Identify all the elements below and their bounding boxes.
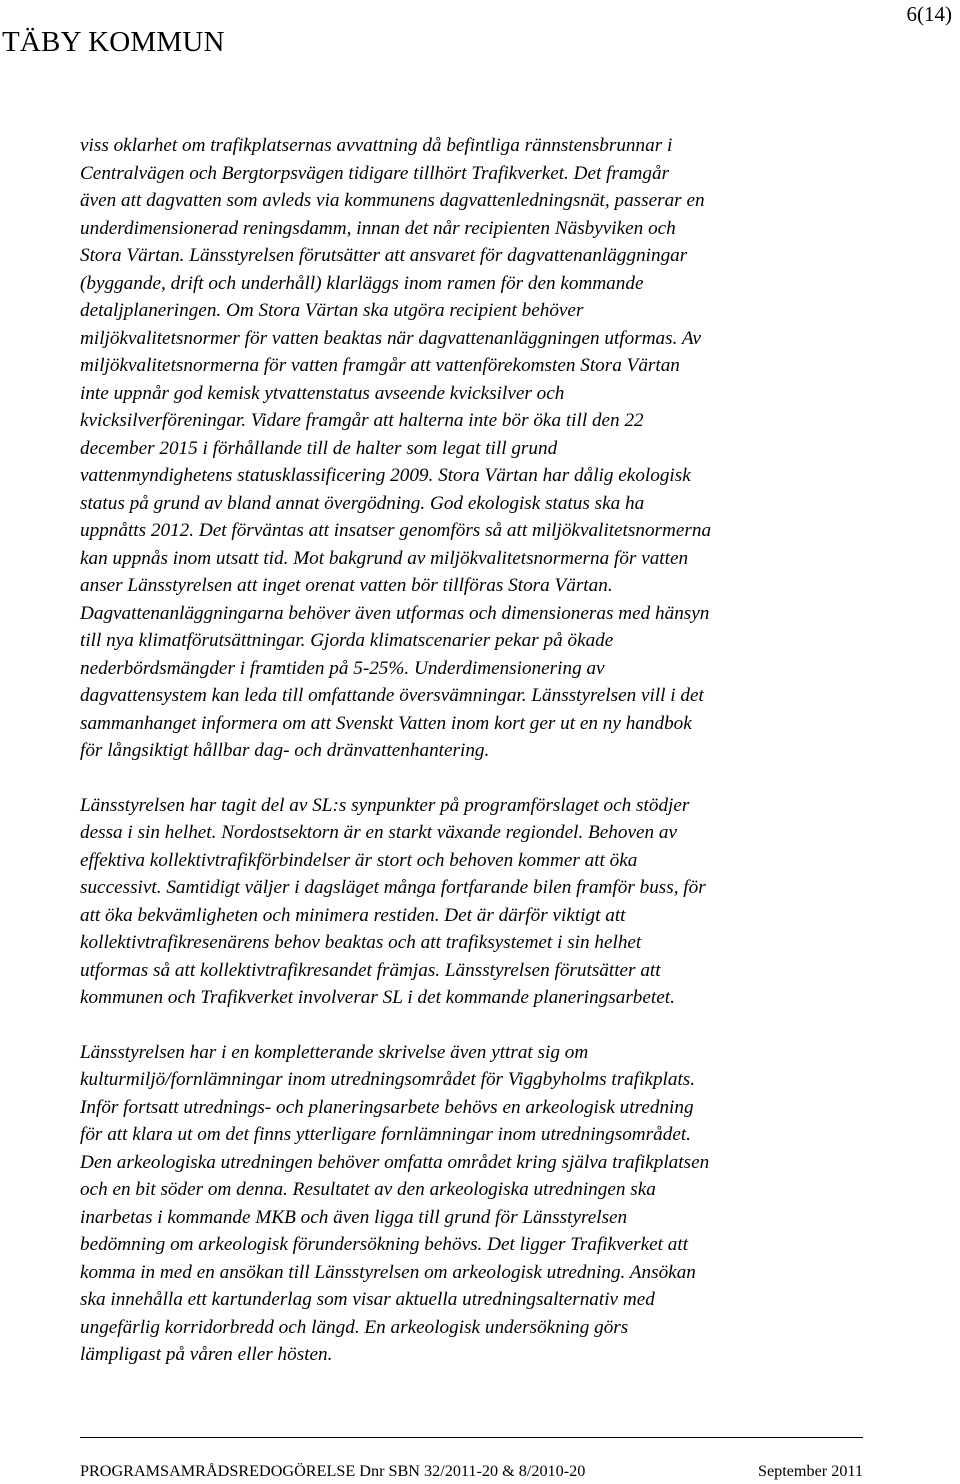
text-line: miljökvalitetsnormerna för vatten framgår att vattenförekomsten Stora Värtan: [80, 355, 680, 376]
text-line: dessa i sin helhet. Nordostsektorn är en starkt växande regiondel. Behoven av: [80, 822, 678, 843]
text-line: ska innehålla ett kartunderlag som visar aktuella utredningsalternativ med: [80, 1289, 655, 1310]
text-line: och en bit söder om denna. Resultatet av den arkeologiska utredningen ska: [80, 1179, 656, 1200]
text-line: (byggande, drift och underhåll) klarläggs inom ramen för den kommande: [80, 272, 644, 294]
text-line: dagvattensystem kan leda till omfattande översvämningar. Länsstyrelsen vill i det: [80, 685, 704, 706]
text-line: ungefärlig korridorbredd och längd. En arkeologisk undersökning görs: [80, 1316, 629, 1338]
text-line: kollektivtrafikresenärens behov beaktas och att trafiksystemet i sin helhet: [80, 932, 642, 953]
text-line: kvicksilverföreningar. Vidare framgår att halterna inte bör öka till den 22: [80, 410, 644, 431]
text-line: Inför fortsatt utrednings- och planeringsarbete behövs en arkeologisk utredning: [80, 1096, 694, 1118]
text-line: lämpligast på våren eller hösten.: [80, 1344, 333, 1365]
text-line: Länsstyrelsen har i en kompletterande skrivelse även yttrat sig om: [80, 1041, 589, 1063]
text-line: till nya klimatförutsättningar. Gjorda klimatscenarier pekar på ökade: [80, 630, 614, 651]
text-line: att öka bekvämligheten och minimera restiden. Det är därför viktigt att: [80, 904, 626, 926]
text-line: december 2015 i förhållande till de halter som legat till grund: [80, 437, 558, 459]
text-line: status på grund av bland annat övergödning. God ekologisk status ska ha: [80, 492, 645, 514]
paragraph-kollektivtrafik: [80, 792, 940, 1012]
text-line: nederbördsmängder i framtiden på 5-25%. Underdimensionering av: [80, 657, 605, 679]
text-line: inte uppnår god kemisk ytvattenstatus avseende kvicksilver och: [80, 382, 565, 404]
footer-document-reference: PROGRAMSAMRÅDSREDOGÖRELSE Dnr SBN 32/2011-20 & 8/2010-20: [80, 1462, 586, 1480]
text-line: effektiva kollektivtrafikförbindelser är stort och behoven kommer att öka: [80, 849, 638, 871]
text-line: Dagvattenanläggningarna behöver även utformas och dimensioneras med hänsyn: [80, 602, 710, 624]
document-header-title: TÄBY KOMMUN: [2, 26, 225, 58]
text-line: kulturmiljö/fornlämningar inom utredningsområdet för Viggbyholms trafikplats.: [80, 1069, 696, 1090]
text-line: successivt. Samtidigt väljer i dagsläget många fortfarande bilen framför buss, för: [80, 877, 706, 898]
text-line: miljökvalitetsnormer för vatten beaktas när dagvattenanläggningen utformas. Av: [80, 327, 702, 349]
paragraph-dagvatten: [80, 132, 940, 765]
footer-divider: [80, 1437, 863, 1438]
text-line: uppnåtts 2012. Det förväntas att insatser genomförs så att miljökvalitetsnormerna: [80, 520, 712, 541]
text-line: Den arkeologiska utredningen behöver omfatta området kring själva trafikplatsen: [80, 1151, 710, 1173]
text-line: inarbetas i kommande MKB och även ligga till grund för Länsstyrelsen: [80, 1206, 628, 1228]
text-line: kan uppnås inom utsatt tid. Mot bakgrund av miljökvalitetsnormerna för vatten: [80, 547, 689, 569]
text-line: även att dagvatten som avleds via kommunens dagvattenledningsnät, passerar en: [80, 190, 705, 211]
page-number: 6(14): [906, 2, 952, 26]
text-line: utformas så att kollektivtrafikresandet främjas. Länsstyrelsen förutsätter att: [80, 959, 661, 981]
footer-date: September 2011: [757, 1462, 863, 1480]
text-line: underdimensionerad reningsdamm, innan det når recipienten Näsbyviken och: [80, 217, 676, 239]
text-line: sammanhanget informera om att Svenskt Vatten inom kort ger ut en ny handbok: [80, 712, 692, 734]
paragraph-kulturmiljo: [80, 1039, 940, 1369]
text-line: detaljplaneringen. Om Stora Värtan ska utgöra recipient behöver: [80, 300, 584, 321]
text-line: viss oklarhet om trafikplatsernas avvattning då befintliga rännstensbrunnar i: [80, 135, 673, 156]
text-line: för att klara ut om det finns ytterligare fornlämningar inom utredningsområdet.: [80, 1124, 691, 1145]
document-body: [80, 132, 940, 1396]
text-line: för långsiktigt hållbar dag- och dränvattenhantering.: [80, 740, 490, 761]
text-line: anser Länsstyrelsen att inget orenat vatten bör tillföras Stora Värtan.: [80, 575, 613, 596]
text-line: kommunen och Trafikverket involverar SL i det kommande planeringsarbetet.: [80, 987, 675, 1008]
text-line: Länsstyrelsen har tagit del av SL:s synpunkter på programförslaget och stödjer: [80, 794, 690, 816]
text-line: komma in med en ansökan till Länsstyrelsen om arkeologisk utredning. Ansökan: [80, 1261, 696, 1283]
text-line: Centralvägen och Bergtorpsvägen tidigare tillhört Trafikverket. Det framgår: [80, 162, 670, 184]
text-line: bedömning om arkeologisk förundersökning behövs. Det ligger Trafikverket att: [80, 1234, 689, 1255]
text-line: Stora Värtan. Länsstyrelsen förutsätter att ansvaret för dagvattenanläggningar: [80, 245, 688, 266]
text-line: vattenmyndighetens statusklassificering 2009. Stora Värtan har dålig ekologisk: [80, 465, 691, 486]
